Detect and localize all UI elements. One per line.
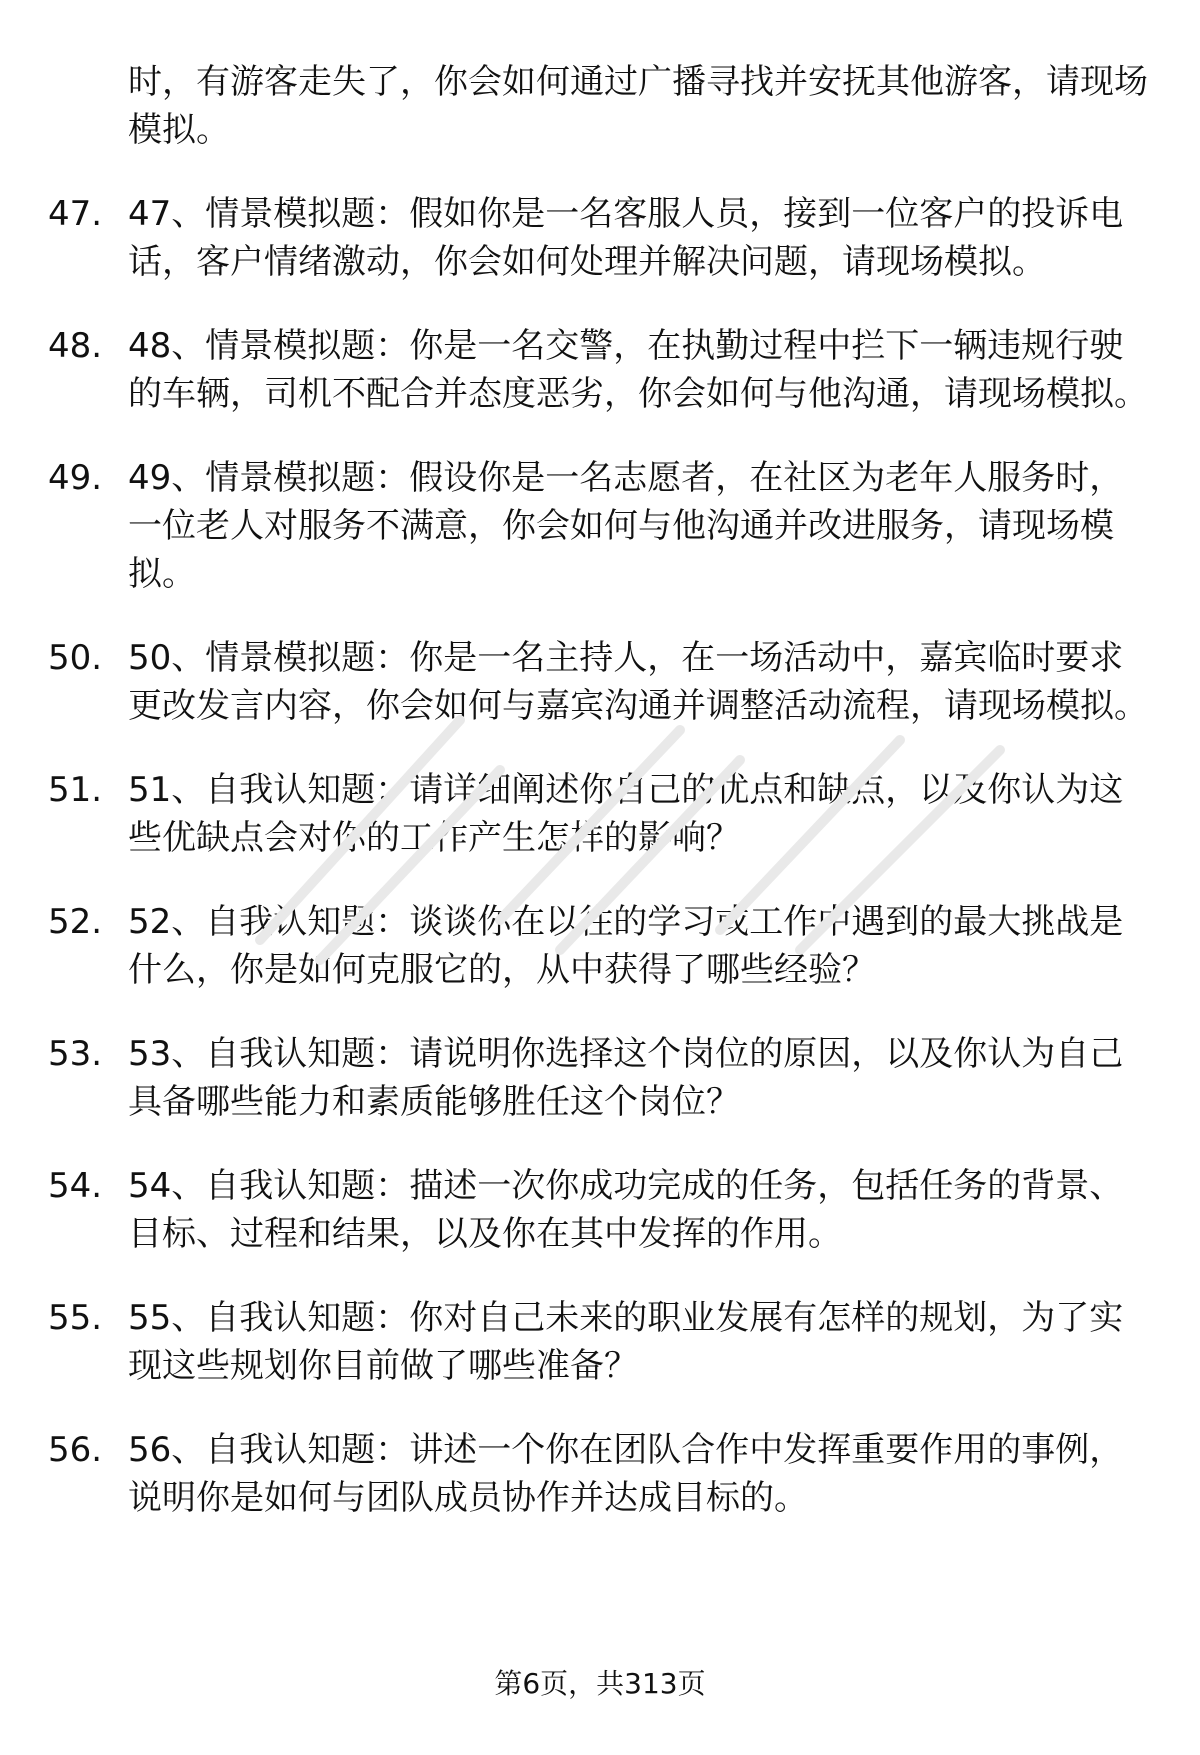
question-text: 52、自我认知题：谈谈你在以往的学习或工作中遇到的最大挑战是什么，你是如何克服它的，从中获得了哪些经验？ (128, 902, 1124, 990)
question-number: 52. (48, 902, 103, 942)
question-number: 53. (48, 1034, 103, 1074)
question-number: 49. (48, 458, 103, 498)
question-number: 50. (48, 638, 103, 678)
question-item (0, 898, 1200, 994)
page-footer: 第6页，共313页 (494, 1667, 706, 1700)
question-text: 51、自我认知题：请详细阐述你自己的优点和缺点，以及你认为这些优缺点会对你的工作产生怎样的影响？ (128, 770, 1124, 858)
question-number: 47. (48, 194, 103, 234)
question-text: 54、自我认知题：描述一次你成功完成的任务，包括任务的背景、目标、过程和结果，以及你在其中发挥的作用。 (128, 1166, 1124, 1254)
question-item (0, 1294, 1200, 1390)
question-list (0, 190, 1200, 1558)
question-number: 48. (48, 326, 103, 366)
question-item (0, 1162, 1200, 1258)
question-item (0, 454, 1200, 598)
continuation-paragraph: 时，有游客走失了，你会如何通过广播寻找并安抚其他游客，请现场模拟。 (128, 62, 1148, 150)
question-item (0, 766, 1200, 862)
question-number: 54. (48, 1166, 103, 1206)
question-item (0, 634, 1200, 730)
question-number: 51. (48, 770, 103, 810)
question-number: 55. (48, 1298, 103, 1338)
question-text: 48、情景模拟题：你是一名交警，在执勤过程中拦下一辆违规行驶的车辆，司机不配合并态度恶劣，你会如何与他沟通，请现场模拟。 (128, 326, 1148, 414)
question-text: 56、自我认知题：讲述一个你在团队合作中发挥重要作用的事例，说明你是如何与团队成员协作并达成目标的。 (128, 1430, 1124, 1518)
question-item (0, 322, 1200, 418)
question-text: 49、情景模拟题：假设你是一名志愿者，在社区为老年人服务时，一位老人对服务不满意，你会如何与他沟通并改进服务，请现场模拟。 (128, 458, 1124, 594)
question-text: 47、情景模拟题：假如你是一名客服人员，接到一位客户的投诉电话，客户情绪激动，你会如何处理并解决问题，请现场模拟。 (128, 194, 1124, 282)
question-item (0, 1030, 1200, 1126)
question-text: 55、自我认知题：你对自己未来的职业发展有怎样的规划，为了实现这些规划你目前做了哪些准备？ (128, 1298, 1124, 1386)
question-text: 53、自我认知题：请说明你选择这个岗位的原因，以及你认为自己具备哪些能力和素质能够胜任这个岗位？ (128, 1034, 1124, 1122)
question-text: 50、情景模拟题：你是一名主持人，在一场活动中，嘉宾临时要求更改发言内容，你会如何与嘉宾沟通并调整活动流程，请现场模拟。 (128, 638, 1148, 726)
question-item (0, 190, 1200, 286)
question-item (0, 1426, 1200, 1522)
question-number: 56. (48, 1430, 103, 1470)
